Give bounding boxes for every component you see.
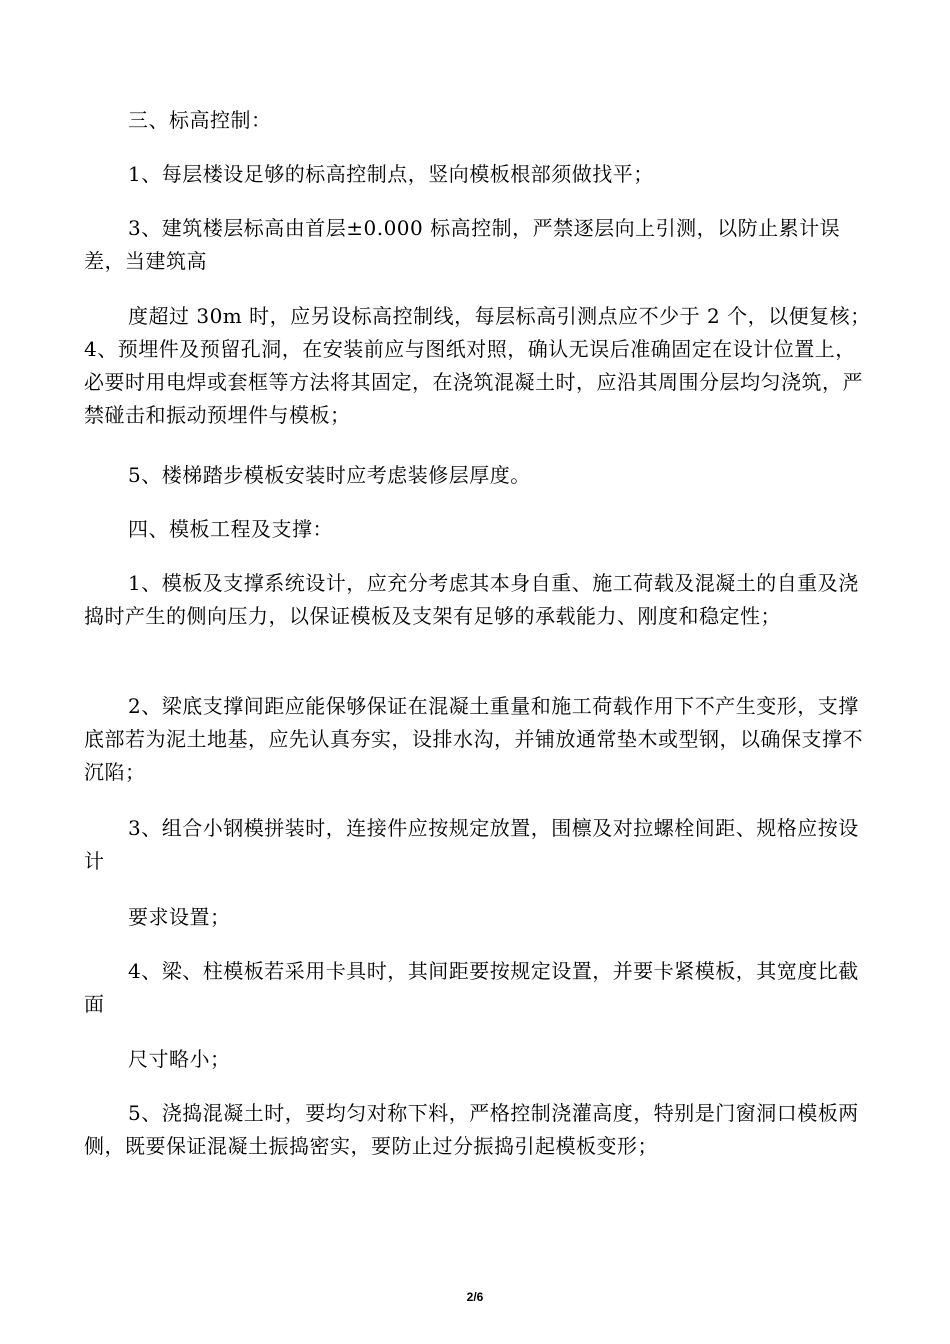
paragraph-formwork-4: 4、梁、柱模板若采用卡具时，其间距要按规定设置，并要卡紧模板，其宽度比截面	[84, 959, 859, 1016]
paragraph-formwork-5: 5、浇捣混凝土时，要均匀对称下料，严格控制浇灌高度，特别是门窗洞口模板两侧，既要保证混凝土振捣密实，要防止过分振捣引起模板变形；	[84, 1101, 859, 1158]
heading-elevation-control: 三、标高控制：	[128, 108, 272, 132]
paragraph-elevation-5: 5、楼梯踏步模板安装时应考虑装修层厚度。	[128, 463, 531, 487]
paragraph-formwork-2: 2、梁底支撑间距应能保够保证在混凝土重量和施工荷载作用下不产生变形，支撑底部若为泥土地基，应先认真夯实，设排水沟，并铺放通常垫木或型钢，以确保支撑不沉陷；	[84, 694, 863, 784]
page-number: 2/6	[466, 1290, 484, 1304]
paragraph-formwork-3-continued: 要求设置；	[128, 905, 231, 929]
paragraph-elevation-3-continued: 度超过 30m 时，应另设标高控制线，每层标高引测点应不少于 2 个，以便复核；4、预埋件及预留孔洞，在安装前应与图纸对照，确认无误后准确固定在设计位置上，必要时用电焊或套框等方法将其固定，在浇筑混凝土时，应沿其周围分层均匀浇筑，严禁碰击和振动预埋件与模板；	[84, 304, 871, 427]
paragraph-elevation-1: 1、每层楼设足够的标高控制点，竖向模板根部须做找平；	[128, 162, 654, 186]
paragraph-elevation-3: 3、建筑楼层标高由首层±0.000 标高控制，严禁逐层向上引测，以防止累计误差，当建筑高	[84, 216, 841, 273]
paragraph-formwork-1: 1、模板及支撑系统设计，应充分考虑其本身自重、施工荷载及混凝土的自重及浇捣时产生的侧向压力，以保证模板及支架有足够的承载能力、刚度和稳定性；	[84, 571, 859, 628]
paragraph-formwork-3: 3、组合小钢模拼装时，连接件应按规定放置，围檩及对拉螺栓间距、规格应按设计	[84, 816, 859, 873]
paragraph-formwork-4-continued: 尺寸略小；	[128, 1047, 231, 1071]
heading-formwork-support: 四、模板工程及支撑：	[128, 517, 333, 541]
